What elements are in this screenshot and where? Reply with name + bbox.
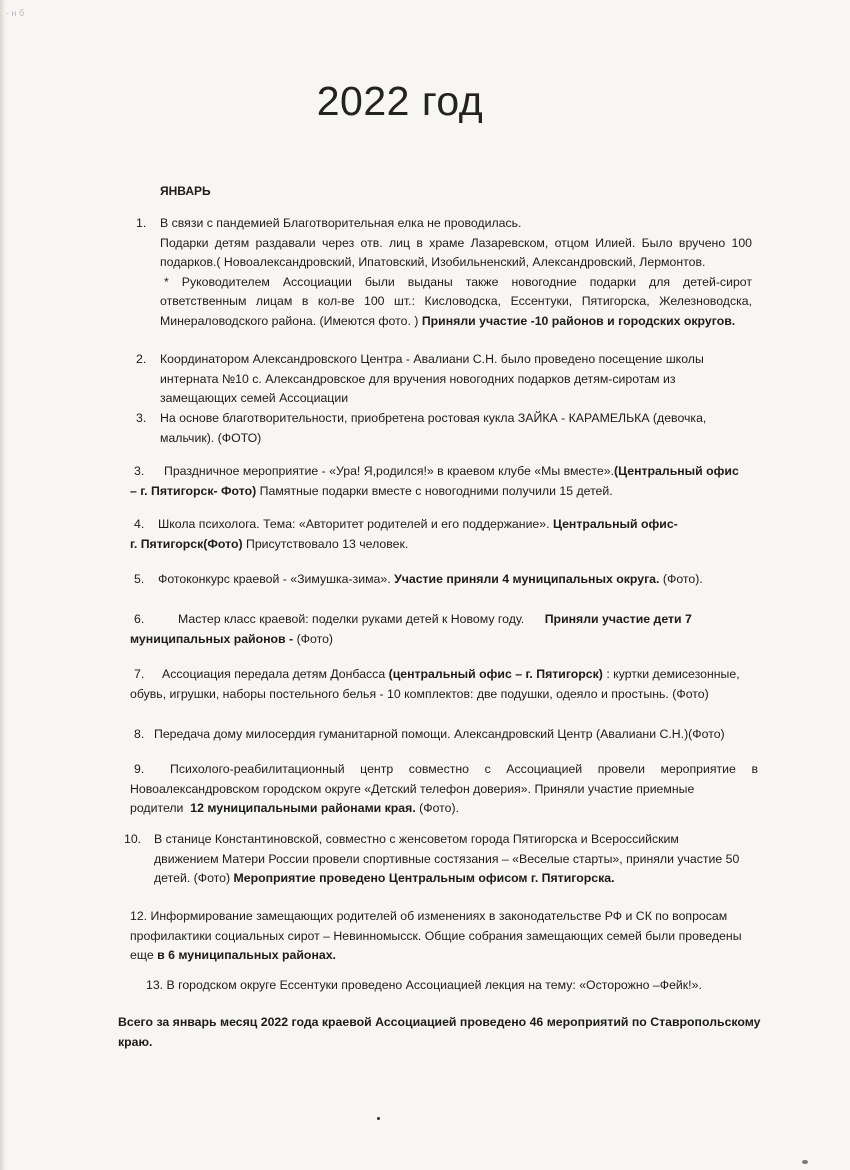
item-text: 13. В городском округе Ессентуки проведено Ассоциацией лекция на тему: «Осторожно –Фейк!». <box>146 978 702 992</box>
item-highlight: г. Пятигорск(Фото) <box>130 536 243 551</box>
item-number: 2. <box>136 352 147 366</box>
scan-speck <box>377 1117 380 1120</box>
item-text: Праздничное мероприятие - «Ура! Я,родился!» в краевом клубе «Мы вместе». <box>164 464 615 478</box>
list-item <box>130 515 755 554</box>
item-text: Памятные подарки вместе с новогодними получили 15 детей. <box>259 483 613 498</box>
item-number: 10. <box>124 832 142 846</box>
item-highlight: (Центральный офис <box>614 464 739 478</box>
item-text: подарков.( Новоалександровский, Ипатовский, Изобильненский, Александровский, Лермонтов. <box>160 255 706 269</box>
item-text: замещающих семей Ассоциации <box>160 391 349 405</box>
item-text: детей. (Фото) <box>154 871 231 885</box>
item-highlight: в 6 муниципальных районах. <box>157 948 336 962</box>
item-number: 3. <box>136 411 147 425</box>
item-text: обувь, игрушки, наборы постельного белья - 10 комплектов: две подушки, одеяло и простынь. (Фото) <box>130 686 709 701</box>
item-highlight: муниципальных районов - <box>130 631 294 646</box>
list-item <box>136 350 740 409</box>
item-number: 5. <box>134 572 145 586</box>
list-item <box>130 725 755 745</box>
item-highlight: 12 муниципальными районами края. <box>190 801 416 815</box>
list-item <box>136 214 752 331</box>
item-number: 9. <box>134 762 145 776</box>
item-highlight: (центральный офис – г. Пятигорск) <box>388 667 603 681</box>
item-text: На основе благотворительности, приобретена ростовая кукла ЗАЙКА - КАРАМЕЛЬКА (девочка, <box>160 411 707 425</box>
list-item <box>130 610 755 649</box>
item-text: Подарки детям раздавали через отв. лиц в храме Лазаревском, отцом Илией. Было вручено 100 <box>160 235 752 250</box>
summary <box>118 1013 761 1052</box>
item-number: 4. <box>134 517 145 531</box>
item-text: * Руководителем Ассоциации были выданы также новогодние подарки для детей-сирот <box>164 274 752 289</box>
item-text: родители <box>130 801 184 815</box>
item-highlight: Центральный офис- <box>552 517 678 531</box>
item-number: 7. <box>134 667 145 681</box>
item-text: (Фото). <box>662 572 703 586</box>
item-text: движением Матери России провели спортивные состязания – «Веселые старты», приняли участие 50 <box>154 851 740 866</box>
summary-text: Всего за январь месяц 2022 года краевой Ассоциацией проведено 46 мероприятий по Ставропольскому <box>118 1015 761 1029</box>
item-text: Присутствовало 13 человек. <box>245 536 409 551</box>
item-highlight: Мероприятие проведено Центральным офисом г. Пятигорска. <box>233 871 615 885</box>
month-heading: ЯНВАРЬ <box>160 184 211 198</box>
list-item <box>124 830 754 889</box>
item-text: Психолого-реабилитационный центр совместно с Ассоциацией провели мероприятие в <box>170 762 758 776</box>
item-number: 3. <box>134 464 145 478</box>
item-text: интерната №10 с. Александровское для вручения новогодних подарков детям-сиротам из <box>160 371 676 386</box>
item-text: Новоалександровском городском округе «Детский телефон доверия». Приняли участие приемные <box>130 781 695 796</box>
item-number: 8. <box>134 727 145 741</box>
item-text: В связи с пандемией Благотворительная елка не проводилась. <box>160 216 522 230</box>
list-item <box>130 570 755 590</box>
item-text: Ассоциация передала детям Донбасса <box>162 667 386 681</box>
list-item <box>136 409 740 448</box>
item-text: (Фото). <box>419 801 460 815</box>
item-text: профилактики социальных сирот – Невинномысск. Общие собрания замещающих семей были проведены <box>130 928 742 943</box>
item-text: Фотоконкурс краевой - «Зимушка-зима». <box>158 572 391 586</box>
item-text: еще <box>130 948 154 962</box>
item-text: Минераловодского района. (Имеются фото. ) <box>160 313 419 328</box>
item-highlight: – г. Пятигорск- Фото) <box>130 483 257 498</box>
item-highlight: Приняли участие дети 7 <box>544 612 692 626</box>
item-text: Передача дому милосердия гуманитарной помощи. Александровский Центр (Авалиани С.Н.)(Фото) <box>154 727 725 741</box>
item-number: 1. <box>136 216 147 230</box>
summary-text: краю. <box>118 1034 153 1049</box>
item-text: ответственным лицам в кол-ве 100 шт.: Кисловодска, Ессентуки, Пятигорска, Железноводска, <box>160 294 752 308</box>
scan-edge-shadow <box>0 0 6 1170</box>
list-item <box>130 462 755 501</box>
corner-mark: - н б <box>6 8 25 18</box>
item-text: мальчик). (ФОТО) <box>160 430 262 445</box>
list-item <box>130 907 755 966</box>
item-text: : куртки демисезонные, <box>606 667 740 681</box>
item-number: 6. <box>134 612 145 626</box>
item-text: Школа психолога. Тема: «Авторитет родителей и его поддержание». <box>158 517 550 531</box>
item-text: В станице Константиновской, совместно с женсоветом города Пятигорска и Всероссийским <box>154 832 679 846</box>
item-text: Координатором Александровского Центра - Авалиани С.Н. было проведено посещение школы <box>160 352 704 366</box>
item-text: Мастер класс краевой: поделки руками детей к Новому году. <box>178 612 525 626</box>
scan-speck <box>802 1160 808 1164</box>
item-highlight: Участие приняли 4 муниципальных округа. <box>394 572 660 586</box>
list-item <box>130 760 758 819</box>
item-text: (Фото) <box>296 631 334 646</box>
page-title: 2022 год <box>316 78 484 124</box>
list-item <box>146 976 756 996</box>
list-item <box>130 665 758 704</box>
item-highlight: Приняли участие -10 районов и городских округов. <box>421 313 736 328</box>
item-text: 12. Информирование замещающих родителей об изменениях в законодательстве РФ и СК по вопросам <box>130 909 728 923</box>
